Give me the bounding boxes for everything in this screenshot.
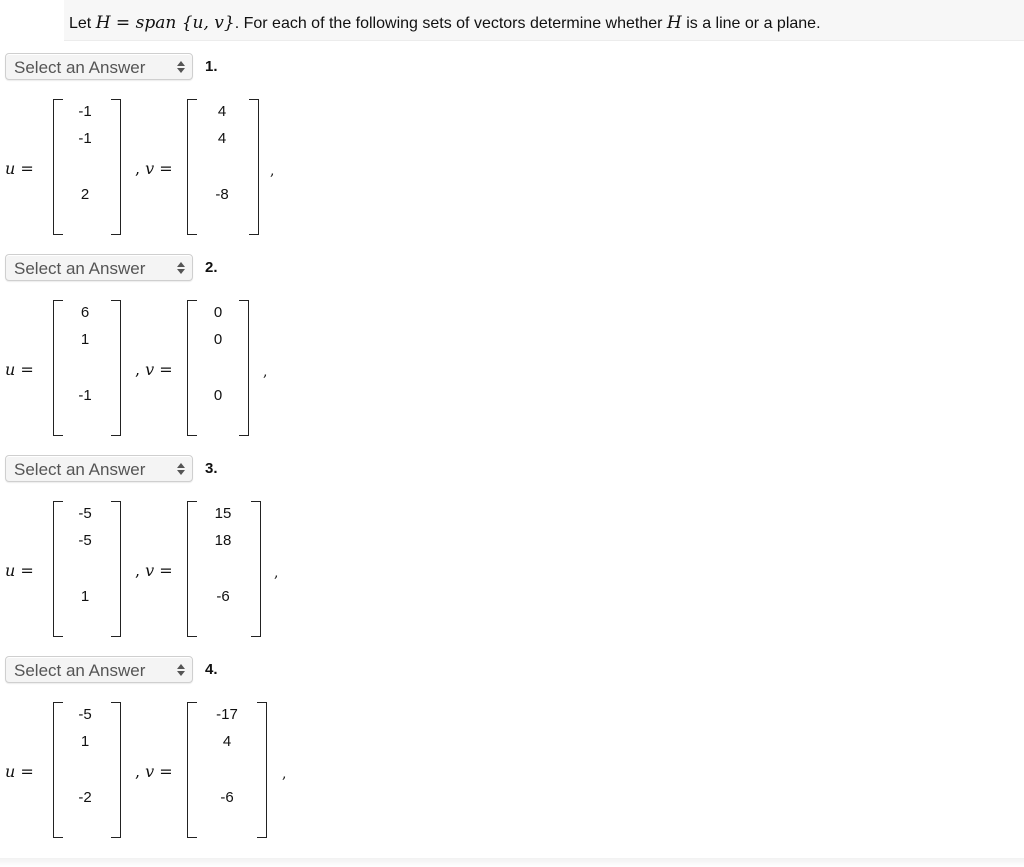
v-component-2: 0 [213, 331, 223, 348]
trailing-comma: , [274, 565, 279, 581]
page-bottom-edge [0, 858, 1024, 867]
v-label: , v = [135, 561, 173, 580]
select-label: Select an Answer [14, 460, 146, 479]
instr-prefix: Let [69, 15, 92, 32]
v-component-2: 18 [214, 532, 232, 549]
v-component-3: -6 [216, 588, 230, 605]
instr-H: H [95, 13, 111, 33]
u-label: u = [5, 762, 34, 781]
u-component-1: -1 [78, 103, 92, 120]
problem-number: 1. [205, 58, 218, 75]
answer-select-4[interactable] [5, 656, 193, 683]
instr-H2: H [666, 13, 682, 33]
v-component-2: 4 [217, 130, 227, 147]
left-bracket [53, 99, 63, 235]
problem-number: 4. [205, 661, 218, 678]
left-bracket [53, 300, 63, 436]
u-component-2: 1 [80, 733, 90, 750]
u-component-3: 2 [80, 186, 90, 203]
problem-4 [0, 656, 1024, 856]
updown-arrows-icon [176, 60, 186, 74]
left-bracket [53, 702, 63, 838]
right-bracket [251, 501, 261, 637]
u-vector [53, 501, 123, 637]
u-component-1: -5 [78, 706, 92, 723]
v-label: , v = [135, 762, 173, 781]
u-vector [53, 300, 123, 436]
v-component-3: -8 [215, 186, 229, 203]
u-component-3: 1 [80, 588, 90, 605]
select-label: Select an Answer [14, 259, 146, 278]
u-label: u = [5, 360, 34, 379]
trailing-comma: , [282, 766, 287, 782]
v-component-3: 0 [213, 387, 223, 404]
trailing-comma: , [270, 163, 275, 179]
right-bracket [111, 501, 121, 637]
left-bracket [187, 501, 197, 637]
instr-suffix2: is a line or a plane. [686, 15, 821, 32]
left-bracket [187, 300, 197, 436]
v-component-1: 15 [214, 505, 232, 522]
u-vector [53, 702, 123, 838]
u-component-2: -1 [78, 130, 92, 147]
problem-number: 3. [205, 460, 218, 477]
v-label: , v = [135, 360, 173, 379]
u-vector [53, 99, 123, 235]
right-bracket [257, 702, 267, 838]
instr-span: span [135, 13, 177, 33]
right-bracket [111, 702, 121, 838]
v-vector [187, 501, 267, 637]
problem-3 [0, 455, 1024, 655]
problem-2 [0, 254, 1024, 454]
v-label: , v = [135, 159, 173, 178]
select-label: Select an Answer [14, 661, 146, 680]
v-component-3: -6 [220, 789, 234, 806]
select-label: Select an Answer [14, 58, 146, 77]
answer-select-2[interactable] [5, 254, 193, 281]
trailing-comma: , [263, 364, 268, 380]
v-component-1: 0 [213, 304, 223, 321]
u-component-1: 6 [80, 304, 90, 321]
updown-arrows-icon [176, 462, 186, 476]
u-component-2: -5 [78, 532, 92, 549]
instr-set: {u, v} [176, 13, 235, 33]
v-component-1: -17 [216, 706, 238, 723]
right-bracket [239, 300, 249, 436]
u-label: u = [5, 159, 34, 178]
u-label: u = [5, 561, 34, 580]
problem-number: 2. [205, 259, 218, 276]
v-vector [187, 99, 267, 235]
v-component-1: 4 [217, 103, 227, 120]
updown-arrows-icon [176, 261, 186, 275]
v-component-2: 4 [222, 733, 232, 750]
v-vector [187, 702, 271, 838]
answer-select-3[interactable] [5, 455, 193, 482]
v-vector [187, 300, 257, 436]
left-bracket [53, 501, 63, 637]
u-component-2: 1 [80, 331, 90, 348]
right-bracket [111, 300, 121, 436]
problem-1 [0, 53, 1024, 253]
instr-eq: = [110, 13, 136, 33]
answer-select-1[interactable] [5, 53, 193, 80]
u-component-1: -5 [78, 505, 92, 522]
instructions-text [69, 13, 821, 33]
u-component-3: -2 [78, 789, 92, 806]
right-bracket [249, 99, 259, 235]
right-bracket [111, 99, 121, 235]
top-left-blank [0, 0, 64, 40]
u-component-3: -1 [78, 387, 92, 404]
updown-arrows-icon [176, 663, 186, 677]
left-bracket [187, 702, 197, 838]
instr-suffix: . For each of the following sets of vectors determine whether [234, 15, 663, 32]
left-bracket [187, 99, 197, 235]
